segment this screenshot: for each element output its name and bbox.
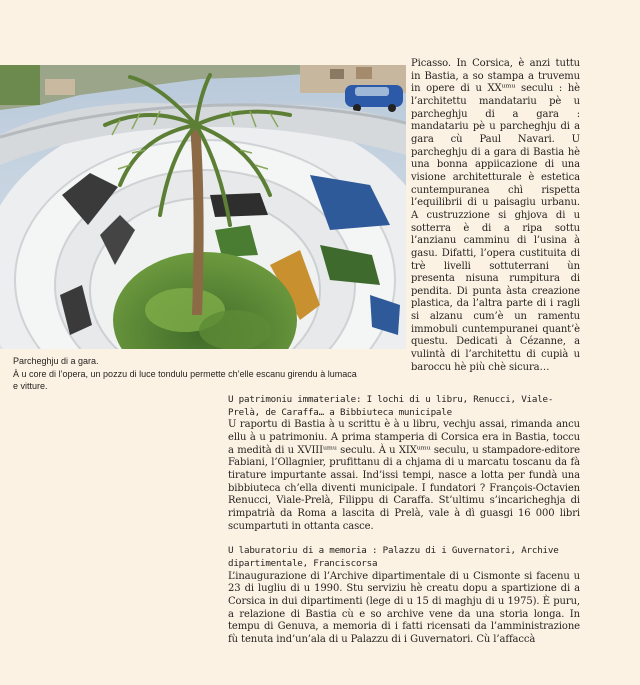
section-body-memoria: L’inaugurazione di l’Archive dipartimentale di u Cismonte si facenu u 23 di lugliu di u 1990. Stu serviziu hè creatu dopu a spartizione di a Corsica in dui dipartimenti (lege di u 15 di maghju di u 1975). È puru, a relazione di Bastia cù e so archive vene da una storia longa. In tempu di Genuva, a memoria di i fatti ricensati da l’amministrazione fù tenuta ind’un’ala di u Palazzu di i Guvernatori. Cù l’affaccà — [228, 570, 580, 645]
right-column-text: Picasso. In Corsica, è anzi tuttu in Bastia, a so stampa a truvemu in opere di u XXᵘᵐᵘ seculu : hè l’architettu mandatariu pè u parcheghju di a gara : mandatariu pè u parcheghju di a gara cù Paul Navari. U parcheghju di a gara di Bastia hè una bonna appiicazione di una visione architetturale è estetica cuntempuranea chì rispetta l’equilibrii di u paisagiu urbanu. A custruzzione si ghjova di u sotterra è di a ripa sottu l’anzianu camminu di l’usina à gasu. Difatti, l’opera custituita di trè livelli sottuterrani ùn presenta nisuna rumpitura di pendita. Di punta àsta creazione plastica, da l’altra parte di i ragli si alzanu cum’è un ramentu immobuli cuntempuranei quant’è questu. Dedicati à Cézanne, a vulintà di l’architettu di cupià u baroccu hè più chè sicura… — [411, 58, 580, 373]
main-text-column — [228, 394, 580, 646]
section-heading-memoria: U laburatoriu di a memoria : Palazzu di i Guvernatori, Archive dipartimentale, Franciscorsa — [228, 545, 559, 569]
photo-caption — [13, 355, 393, 393]
section-body-patrimoniu: U raportu di Bastia à u scrittu è à u libru, vechju assai, rimanda ancu ellu à u patrimoniu. A prima stamperia di Corsica era in Bastia, toccu a medità di u XVIIIᵘᵐᵘ seculu. À u XIXᵘᵐᵘ seculu, u stampadore-editore Fabiani, l’Ollagnier, prufittanu di a chjama di u marcatu toscanu da fà tirature impurtante assai. Ind’issi tempi, nasce a lotta per fundà una bibbiuteca ch’ella diventi municipale. I fundatori ? François-Octavien Renucci, Viale-Prelà, Filippu di Caraffa. St’ultimu s’incaricheghja di rimpatrià da Roma a lascita di Prelà, vale à dì guasgi 16 000 libri scumpartuti in ottanta casce. — [228, 419, 580, 532]
caption-title: Parcheghju di a gara. — [13, 356, 99, 366]
parking-photo — [0, 65, 406, 349]
caption-text: À u core di l’opera, un pozzu di luce tondulu permette ch’elle escanu girendu à lumaca e vitture. — [13, 368, 357, 391]
section-heading-patrimoniu: U patrimoniu immateriale: I lochi di u libru, Renucci, Viale-Prelà, de Caraffa… a Bibbiuteca municipale — [228, 394, 554, 418]
spiral-parking-illustration — [0, 65, 406, 349]
section-spacer — [228, 533, 580, 545]
